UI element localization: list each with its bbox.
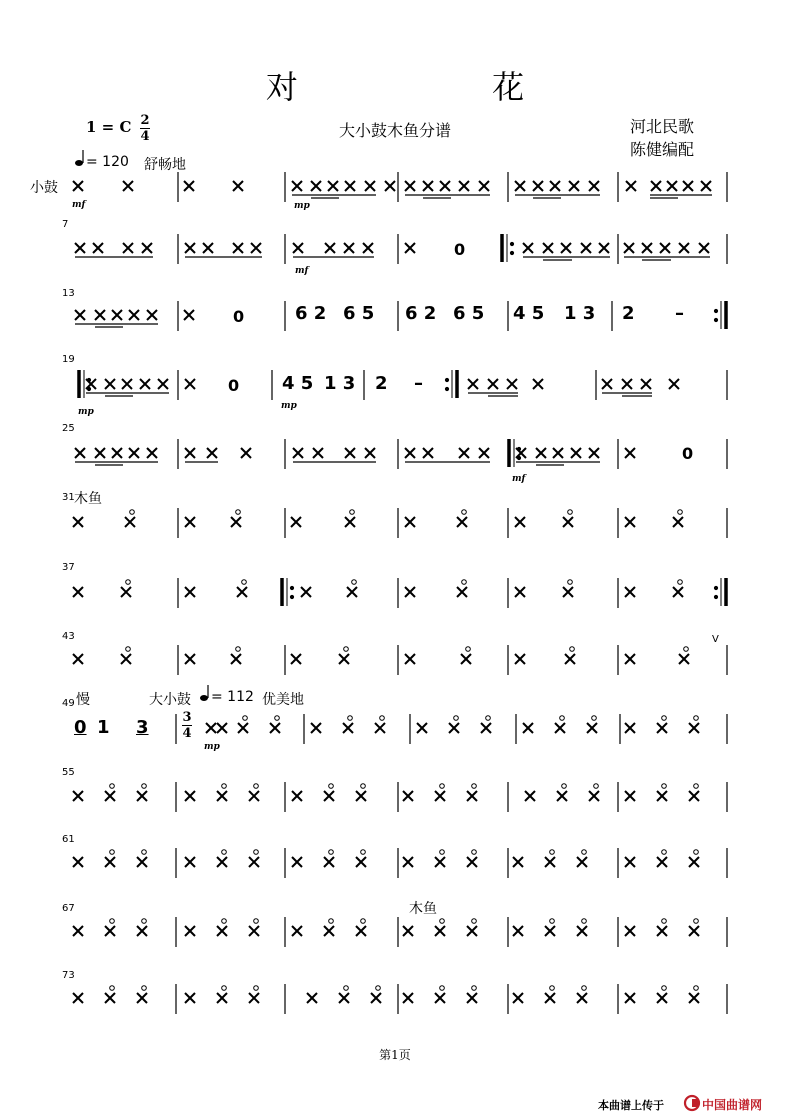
woodblock-accent <box>462 510 467 515</box>
repeat-dot <box>714 309 717 312</box>
woodblock-accent <box>440 784 445 789</box>
woodblock-accent <box>254 850 259 855</box>
woodblock-accent <box>236 647 241 652</box>
woodblock-accent <box>486 716 491 721</box>
melody-dash: – <box>675 303 684 324</box>
melody-note-0: 0 <box>74 717 87 738</box>
row-number: 37 <box>62 562 75 573</box>
tempo-mark: = 120 <box>86 154 129 170</box>
woodblock-accent <box>110 850 115 855</box>
woodblock-accent <box>440 986 445 991</box>
repeat-dot <box>510 242 513 245</box>
woodblock-accent <box>142 784 147 789</box>
woodblock-accent <box>570 647 575 652</box>
woodblock-accent <box>662 919 667 924</box>
dynamic-mark: mf <box>295 266 309 276</box>
row-number: 13 <box>62 288 75 299</box>
repeat-dot <box>290 595 293 598</box>
woodblock-accent <box>344 986 349 991</box>
repeat-dot <box>510 251 513 254</box>
dynamic-mark: mp <box>204 742 220 752</box>
time-sig-denominator: 4 <box>140 129 150 144</box>
score-subtitle: 大小鼓木鱼分谱 <box>338 121 451 140</box>
woodblock-accent <box>329 850 334 855</box>
woodblock-accent <box>466 647 471 652</box>
woodblock-accent <box>594 784 599 789</box>
woodblock-accent <box>126 580 131 585</box>
woodblock-accent <box>380 716 385 721</box>
woodblock-accent <box>376 986 381 991</box>
woodblock-accent <box>472 784 477 789</box>
woodblock-accent <box>222 850 227 855</box>
woodblock-accent <box>329 919 334 924</box>
repeat-dot <box>714 318 717 321</box>
repeat-dot <box>714 586 717 589</box>
woodblock-accent <box>694 850 699 855</box>
woodblock-accent <box>472 986 477 991</box>
woodblock-accent <box>582 986 587 991</box>
melody-note-13: 1 3 <box>324 373 356 394</box>
woodblock-accent <box>242 580 247 585</box>
woodblock-accent <box>472 850 477 855</box>
rest: 0 <box>682 444 694 463</box>
rest: 0 <box>454 240 466 259</box>
repeat-dot <box>714 595 717 598</box>
dynamic-mark: mp <box>281 401 297 411</box>
woodblock-accent <box>560 716 565 721</box>
row-number: 67 <box>62 903 75 914</box>
drums-label: 大小鼓 <box>149 692 191 708</box>
woodblock-accent <box>110 986 115 991</box>
breath-mark: V <box>712 634 719 645</box>
melody-note-13: 1 3 <box>564 303 596 324</box>
woodblock-accent <box>582 850 587 855</box>
woodblock-accent <box>126 647 131 652</box>
woodblock-accent <box>440 919 445 924</box>
woodblock-accent <box>361 850 366 855</box>
woodblock-accent <box>462 580 467 585</box>
woodblock-accent <box>662 784 667 789</box>
time-signature-49: 3 4 <box>182 710 192 741</box>
row-number: 55 <box>62 767 75 778</box>
melody-note-45: 4 5 <box>513 303 545 324</box>
woodblock-accent <box>662 716 667 721</box>
score-title: 对 花 <box>265 68 617 106</box>
woodblock-accent <box>562 784 567 789</box>
dynamic-mark: mf <box>72 200 86 210</box>
woodblock-accent <box>568 510 573 515</box>
dynamic-mark: mp <box>294 201 310 211</box>
woodblock-accent <box>142 986 147 991</box>
rest: 0 <box>233 307 245 326</box>
woodblock-accent <box>662 850 667 855</box>
woodblock-accent <box>110 919 115 924</box>
melody-note-2: 2 <box>375 373 388 394</box>
row-number: 49 <box>62 698 75 709</box>
row-number: 7 <box>62 219 69 230</box>
woodblock-accent <box>348 716 353 721</box>
melody-note-2: 2 <box>622 303 635 324</box>
woodblock-accent <box>454 716 459 721</box>
woodblock-accent <box>254 784 259 789</box>
tempo-mark-49: = 112 <box>211 689 254 705</box>
woodblock-accent <box>694 919 699 924</box>
woodblock-accent <box>222 919 227 924</box>
woodblock-accent <box>678 580 683 585</box>
woodblock-accent <box>142 850 147 855</box>
melody-note-62: 6 2 <box>295 303 327 324</box>
woodblock-accent <box>130 510 135 515</box>
woodblock-accent <box>684 647 689 652</box>
woodblock-accent <box>142 919 147 924</box>
repeat-dot <box>445 378 448 381</box>
woodblock-accent <box>550 850 555 855</box>
woodblock-accent <box>254 919 259 924</box>
slow-marking: 慢 <box>76 692 90 708</box>
woodblock-accent <box>222 986 227 991</box>
row-number: 19 <box>62 354 75 365</box>
credit-origin: 河北民歌 <box>630 117 695 136</box>
woodblock-accent <box>472 919 477 924</box>
rest: 0 <box>228 376 240 395</box>
melody-note-3: 3 <box>136 717 149 738</box>
instrument-label-woodblock: 木鱼 <box>74 491 102 507</box>
woodblock-accent <box>110 784 115 789</box>
woodblock-accent <box>592 716 597 721</box>
woodblock-accent <box>275 716 280 721</box>
credit-arranger: 陈健编配 <box>630 140 695 159</box>
woodblock-accent <box>222 784 227 789</box>
repeat-dot <box>290 586 293 589</box>
woodblock-accent <box>254 986 259 991</box>
upload-notice: 本曲谱上传于 <box>598 1099 664 1112</box>
melody-note-45: 4 5 <box>282 373 314 394</box>
woodblock-accent <box>550 986 555 991</box>
row-number: 31 <box>62 492 75 503</box>
tempo-text: 舒畅地 <box>144 157 186 173</box>
instrument-label-snare: 小鼓 <box>30 180 58 196</box>
dynamic-mark: mf <box>512 474 526 484</box>
woodblock-accent <box>329 784 334 789</box>
melody-note-1: 1 <box>97 717 110 738</box>
row-number: 73 <box>62 970 75 981</box>
row-number: 61 <box>62 834 75 845</box>
dynamic-mark: mp <box>78 407 94 417</box>
row-number: 43 <box>62 631 75 642</box>
woodblock-accent <box>678 510 683 515</box>
melody-note-62: 6 2 <box>405 303 437 324</box>
melody-dash: – <box>414 373 423 394</box>
melody-note-65: 6 5 <box>453 303 485 324</box>
site-name: 中国曲谱网 <box>702 1098 763 1112</box>
woodblock-accent <box>350 510 355 515</box>
woodblock-accent <box>440 850 445 855</box>
woodblock-accent <box>582 919 587 924</box>
repeat-dot <box>445 387 448 390</box>
woodblock-accent <box>694 784 699 789</box>
woodblock-accent <box>361 784 366 789</box>
woodblock-accent <box>662 986 667 991</box>
time-sig-numerator: 2 <box>140 113 150 128</box>
melody-note-65: 6 5 <box>343 303 375 324</box>
page-number: 第1页 <box>379 1048 411 1062</box>
woodblock-accent <box>243 716 248 721</box>
woodblock-accent <box>344 647 349 652</box>
woodblock-accent <box>361 919 366 924</box>
tempo-text-49: 优美地 <box>262 692 304 708</box>
woodblock-accent <box>550 919 555 924</box>
site-logo-icon <box>683 1094 701 1116</box>
woodblock-accent <box>694 986 699 991</box>
instrument-label-woodblock-67: 木鱼 <box>409 901 437 917</box>
woodblock-accent <box>694 716 699 721</box>
woodblock-accent <box>568 580 573 585</box>
woodblock-accent <box>352 580 357 585</box>
key-signature: 1 = C <box>86 118 132 136</box>
woodblock-accent <box>236 510 241 515</box>
row-number: 25 <box>62 423 75 434</box>
